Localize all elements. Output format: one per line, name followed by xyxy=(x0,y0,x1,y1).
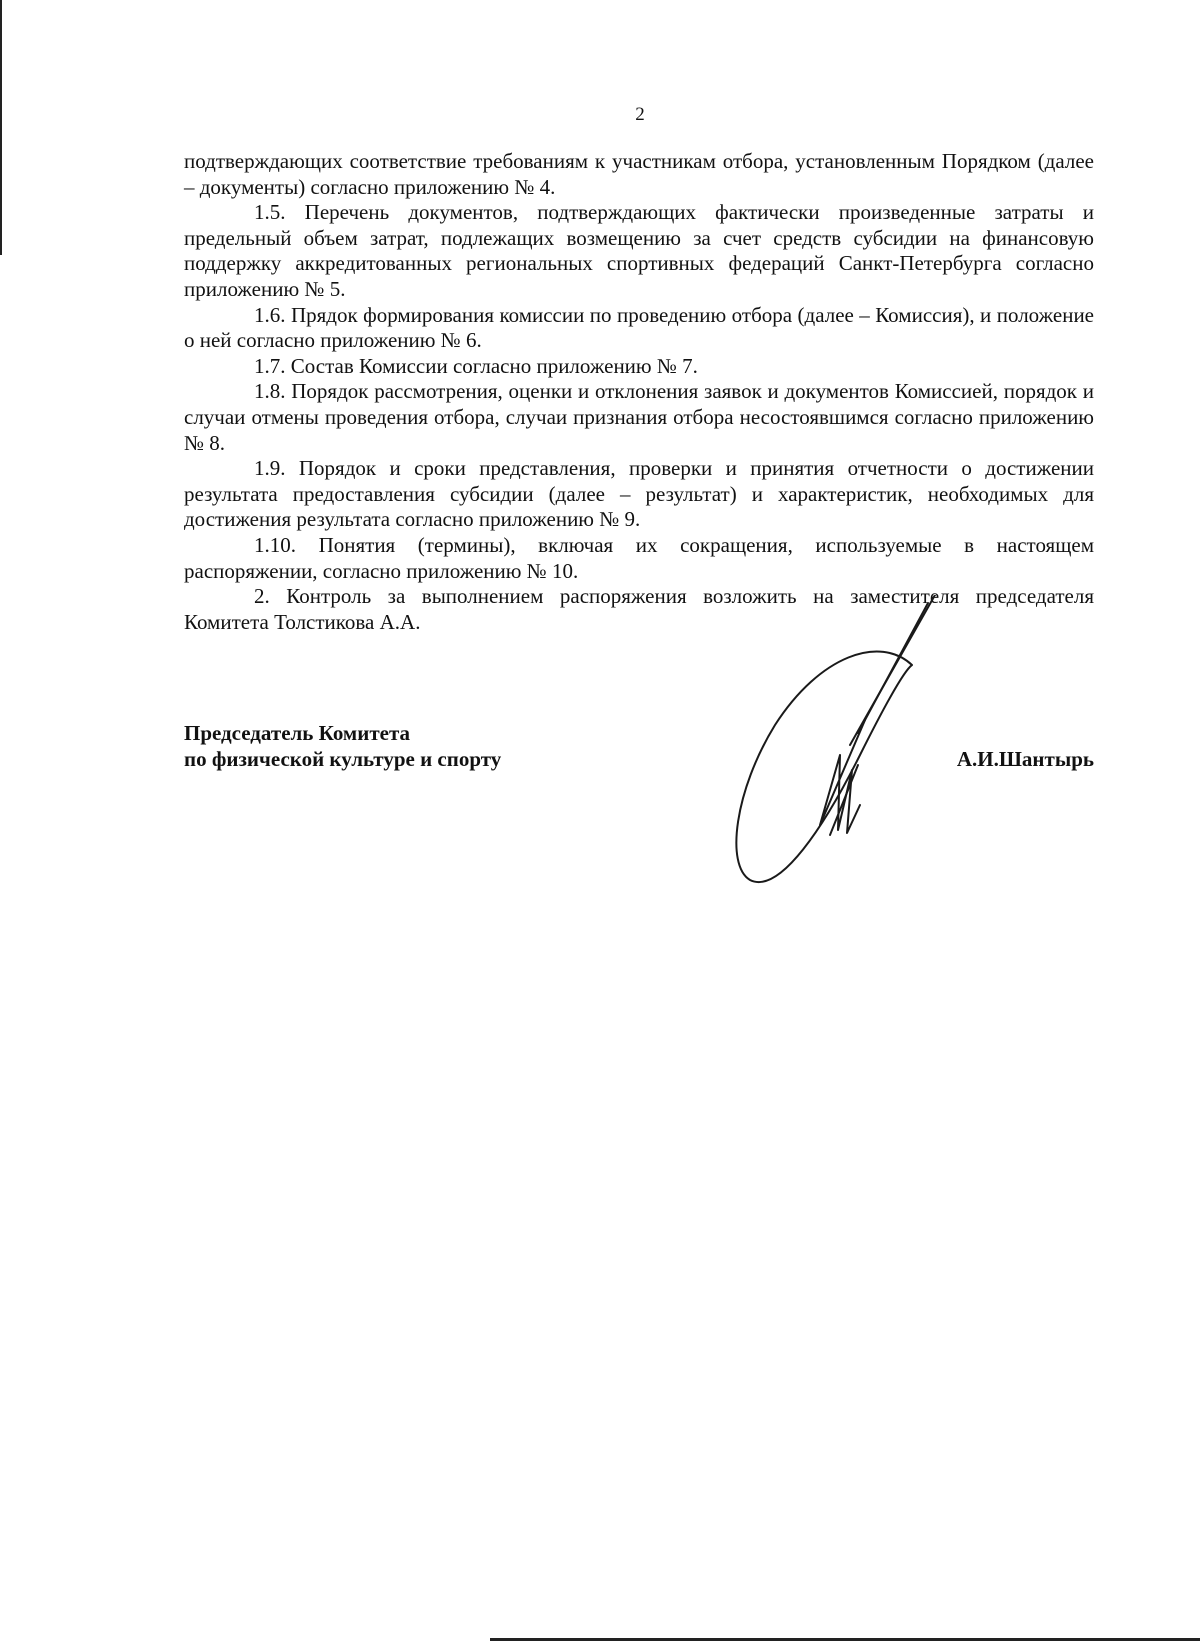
scan-edge-left xyxy=(0,0,2,255)
document-body xyxy=(184,149,1094,635)
paragraph-2: 2. Контроль за выполнением распоряжения возложить на заместителя председателя Комитета Толстикова А.А. xyxy=(184,584,1094,634)
paragraph-1-5: 1.5. Перечень документов, подтверждающих фактически произведенные затраты и предельный объем затрат, подлежащих возмещению за счет средств субсидии на финансовую поддержку аккредитованных региональных спортивных федераций Санкт-Петербурга согласно приложению № 5. xyxy=(184,200,1094,301)
page-number: 2 xyxy=(635,104,645,125)
paragraph-1-9: 1.9. Порядок и сроки представления, проверки и принятия отчетности о достижении результата предоставления субсидии (далее – результат) и характеристик, необходимых для достижения результата согласно приложению № 9. xyxy=(184,456,1094,532)
paragraph-1-8: 1.8. Порядок рассмотрения, оценки и отклонения заявок и документов Комиссией, порядок и случаи отмены проведения отбора, случаи признания отбора несостоявшимся согласно приложению № 8. xyxy=(184,379,1094,455)
paragraph-1-10: 1.10. Понятия (термины), включая их сокращения, используемые в настоящем распоряжении, согласно приложению № 10. xyxy=(184,532,1094,583)
signature-block xyxy=(184,720,1094,772)
signatory-title-line-2: по физической культуре и спорту xyxy=(184,747,502,771)
handwritten-signature xyxy=(730,595,940,895)
paragraph-1-7: 1.7. Состав Комиссии согласно приложению № 7. xyxy=(254,353,698,378)
signatory-name: А.И.Шантырь xyxy=(956,747,1094,771)
paragraph-continuation: подтверждающих соответствие требованиям к участникам отбора, установленным Порядком (далее – документы) согласно приложению № 4. xyxy=(184,149,1094,199)
paragraph-1-6: 1.6. Прядок формирования комиссии по проведению отбора (далее – Комиссия), и положение о ней согласно приложению № 6. xyxy=(184,302,1094,353)
signatory-title-line-1: Председатель Комитета xyxy=(184,721,411,745)
